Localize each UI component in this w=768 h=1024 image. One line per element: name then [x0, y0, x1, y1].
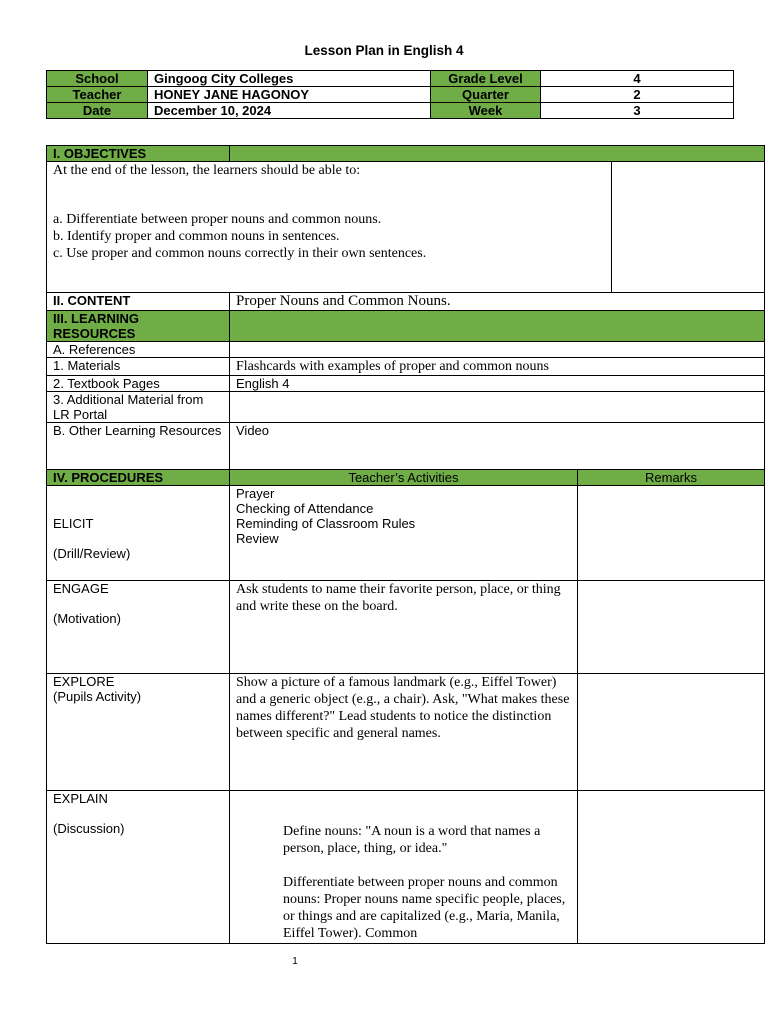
explore-sub: (Pupils Activity) [53, 689, 142, 704]
elicit-sub: (Drill/Review) [53, 546, 131, 561]
objective-item: a. Differentiate between proper nouns and common nouns. [53, 212, 382, 227]
explain-label-cell [47, 791, 230, 944]
procedures-heading: IV. PROCEDURES [47, 470, 230, 486]
objectives-heading-fill [230, 146, 765, 162]
explore-label: EXPLORE [53, 674, 115, 689]
elicit-activities [230, 486, 578, 581]
additional-material-label: 3. Additional Material from LR Portal [47, 392, 230, 423]
explore-remarks [578, 674, 765, 791]
content-heading: II. CONTENT [47, 293, 230, 311]
materials-value: Flashcards with examples of proper and common nouns [230, 358, 765, 376]
page-number: 1 [292, 956, 298, 967]
week-label: Week [431, 103, 541, 119]
explain-paragraph: Define nouns: "A noun is a word that names a person, place, thing, or idea." [283, 824, 541, 856]
references-label: A. References [47, 342, 230, 358]
explain-activities [230, 791, 578, 944]
elicit-line: Review [236, 531, 279, 546]
other-resources-value: Video [230, 423, 765, 470]
objective-item: c. Use proper and common nouns correctly in their own sentences. [53, 246, 427, 261]
school-label: School [47, 71, 148, 87]
explore-label-cell [47, 674, 230, 791]
objectives-intro: At the end of the lesson, the learners should be able to: [53, 163, 361, 178]
elicit-label-cell [47, 486, 230, 581]
date-label: Date [47, 103, 148, 119]
teacher-value: HONEY JANE HAGONOY [148, 87, 431, 103]
objectives-body [47, 162, 612, 293]
page-title: Lesson Plan in English 4 [304, 43, 464, 58]
explain-remarks [578, 791, 765, 944]
engage-label-cell [47, 581, 230, 674]
lesson-table [46, 145, 765, 944]
resources-heading-fill [230, 311, 765, 342]
elicit-line: Reminding of Classroom Rules [236, 516, 416, 531]
other-resources-label: B. Other Learning Resources [47, 423, 230, 470]
elicit-remarks [578, 486, 765, 581]
materials-label: 1. Materials [47, 358, 230, 376]
date-value: December 10, 2024 [148, 103, 431, 119]
explore-activities: Show a picture of a famous landmark (e.g., Eiffel Tower) and a generic object (e.g., a chair). Ask, "What makes these names different?" Lead students to notice the distinction between specific and general names. [230, 674, 578, 791]
grade-label: Grade Level [431, 71, 541, 87]
week-value: 3 [541, 103, 734, 119]
elicit-line: Checking of Attendance [236, 501, 374, 516]
school-value: Gingoog City Colleges [148, 71, 431, 87]
quarter-value: 2 [541, 87, 734, 103]
explain-paragraph: Differentiate between proper nouns and common nouns: Proper nouns name specific people, places, or things and are capitalized (e.g., Maria, Manila, Eiffel Tower). Common [283, 875, 566, 941]
objectives-heading: I. OBJECTIVES [47, 146, 230, 162]
grade-value: 4 [541, 71, 734, 87]
references-value [230, 342, 765, 358]
content-value: Proper Nouns and Common Nouns. [230, 293, 765, 311]
elicit-label: ELICIT [53, 516, 94, 531]
objectives-side-cell [612, 162, 765, 293]
elicit-line: Prayer [236, 486, 275, 501]
resources-heading: III. LEARNING RESOURCES [47, 311, 230, 342]
remarks-column-header: Remarks [578, 470, 765, 486]
additional-material-value [230, 392, 765, 423]
engage-remarks [578, 581, 765, 674]
explain-sub: (Discussion) [53, 821, 125, 836]
info-table [46, 70, 734, 119]
textbook-label: 2. Textbook Pages [47, 376, 230, 392]
textbook-value: English 4 [230, 376, 765, 392]
teacher-label: Teacher [47, 87, 148, 103]
engage-sub: (Motivation) [53, 611, 121, 626]
engage-activities: Ask students to name their favorite person, place, or thing and write these on the board. [230, 581, 578, 674]
explain-label: EXPLAIN [53, 791, 108, 806]
objective-item: b. Identify proper and common nouns in sentences. [53, 229, 340, 244]
activities-column-header: Teacher’s Activities [230, 470, 578, 486]
engage-label: ENGAGE [53, 581, 109, 596]
quarter-label: Quarter [431, 87, 541, 103]
